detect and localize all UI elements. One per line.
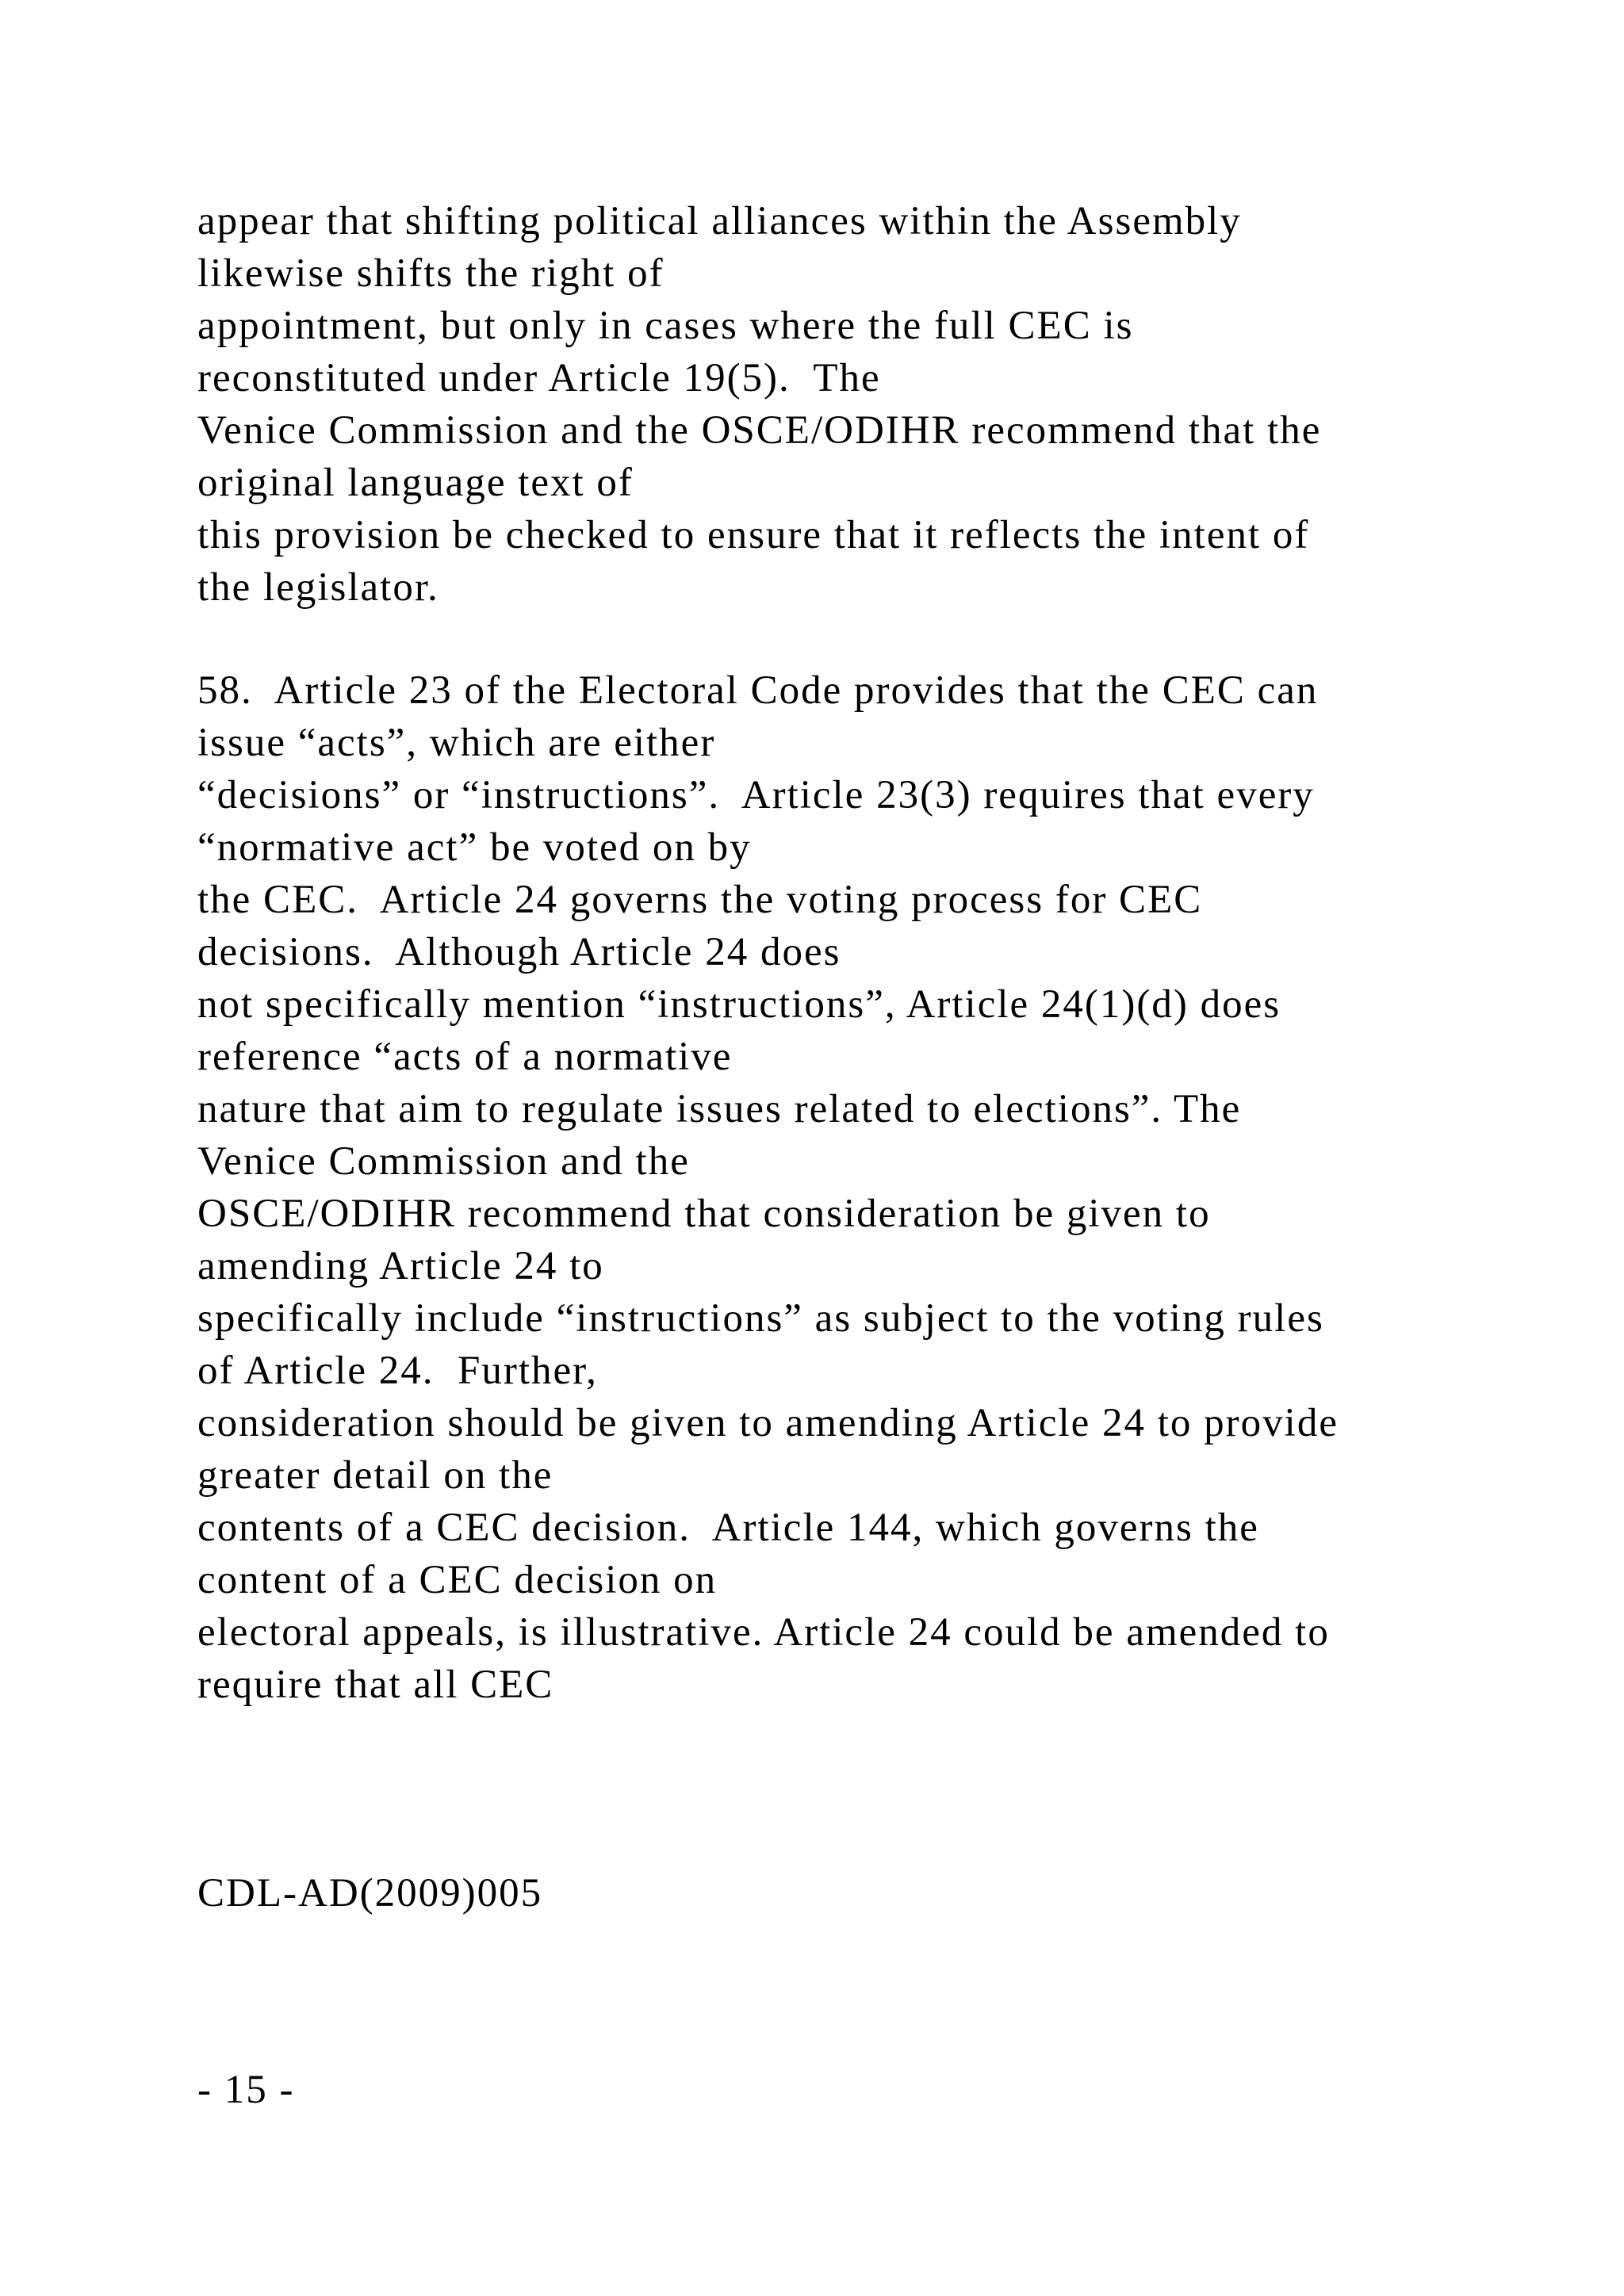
page-number bbox=[197, 2064, 1545, 2116]
text-line: appear that shifting political alliances within the Assembly bbox=[197, 199, 1242, 243]
text-line: OSCE/ODIHR recommend that consideration be given to bbox=[197, 1192, 1211, 1236]
text-line: “decisions” or “instructions”. Article 23(3) requires that every bbox=[197, 773, 1315, 817]
text-line: Venice Commission and the OSCE/ODIHR recommend that the bbox=[197, 408, 1322, 453]
text-line: the legislator. bbox=[197, 565, 439, 610]
text-line: reconstituted under Article 19(5). The bbox=[197, 356, 881, 400]
text-line: consideration should be given to amending Article 24 to provide bbox=[197, 1401, 1339, 1445]
text-line: issue “acts”, which are either bbox=[197, 721, 716, 765]
text-line: appointment, but only in cases where the full CEC is bbox=[197, 304, 1134, 348]
page-number-text: - 15 - bbox=[197, 2068, 295, 2112]
paragraph-58 bbox=[197, 664, 1545, 1711]
text-line: original language text of bbox=[197, 461, 634, 505]
text-line: nature that aim to regulate issues related to elections”. The bbox=[197, 1087, 1242, 1131]
text-line: “normative act” be voted on by bbox=[197, 825, 752, 870]
text-line: 58. Article 23 of the Electoral Code provides that the CEC can bbox=[197, 668, 1319, 713]
text-line: electoral appeals, is illustrative. Article 24 could be amended to bbox=[197, 1610, 1330, 1655]
text-line: this provision be checked to ensure that it reflects the intent of bbox=[197, 513, 1310, 557]
text-line: amending Article 24 to bbox=[197, 1244, 604, 1288]
document-reference-text: CDL-AD(2009)005 bbox=[197, 1871, 543, 1915]
paragraph-continuation bbox=[197, 195, 1545, 614]
text-line: reference “acts of a normative bbox=[197, 1035, 733, 1079]
text-line: Venice Commission and the bbox=[197, 1139, 690, 1184]
text-line: contents of a CEC decision. Article 144, which governs the bbox=[197, 1506, 1259, 1550]
text-line: greater detail on the bbox=[197, 1453, 553, 1498]
text-line: require that all CEC bbox=[197, 1663, 554, 1707]
text-line: of Article 24. Further, bbox=[197, 1349, 598, 1393]
text-line: content of a CEC decision on bbox=[197, 1558, 718, 1602]
text-line: specifically include “instructions” as subject to the voting rules bbox=[197, 1296, 1324, 1341]
text-line: decisions. Although Article 24 does bbox=[197, 930, 841, 974]
text-line: the CEC. Article 24 governs the voting process for CEC bbox=[197, 878, 1203, 922]
document-reference bbox=[197, 1867, 1545, 1919]
text-line: likewise shifts the right of bbox=[197, 251, 665, 296]
text-line: not specifically mention “instructions”, Article 24(1)(d) does bbox=[197, 982, 1281, 1027]
